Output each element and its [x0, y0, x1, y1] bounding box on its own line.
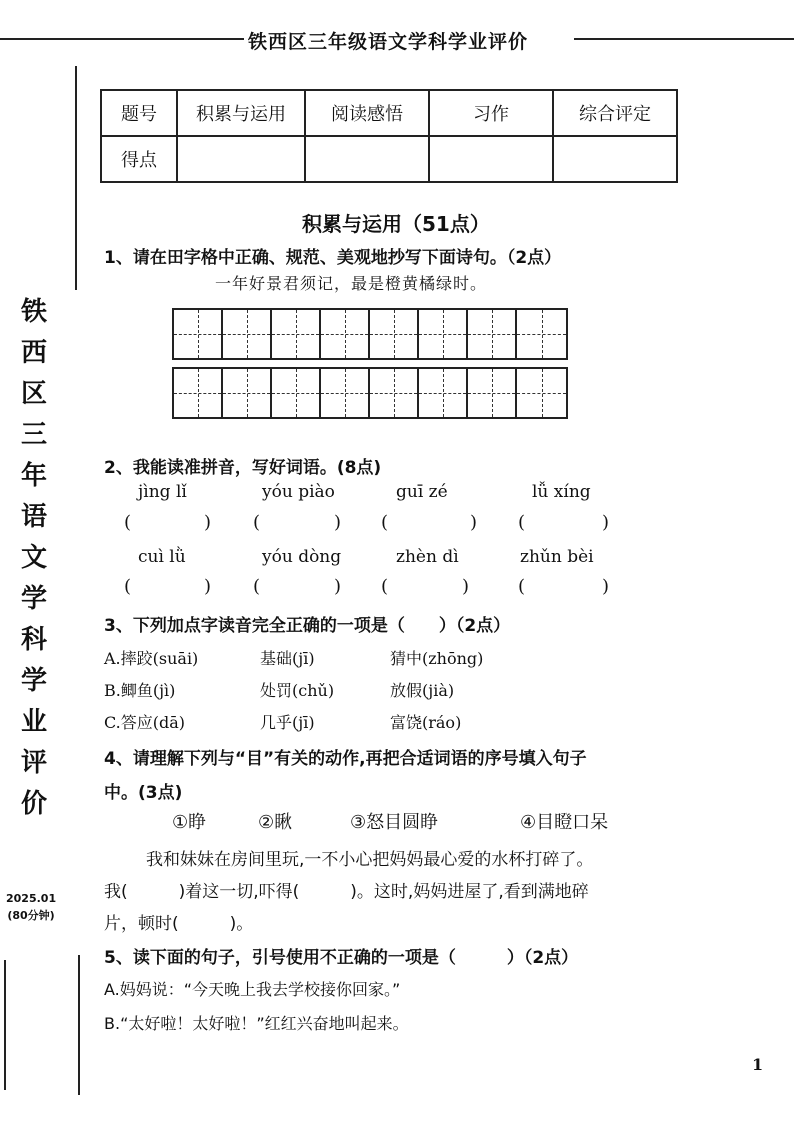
side-char: 语 [20, 502, 47, 532]
q3-option: 处罚(chǔ) [260, 681, 335, 700]
blank-open: ( [253, 576, 261, 597]
q1-poem: 一年好景君须记，最是橙黄橘绿时。 [215, 274, 488, 293]
blank-close: ) [204, 576, 212, 597]
q3-option: 几乎(jī) [260, 713, 315, 732]
q4-choice: ②瞅 [258, 812, 293, 833]
grid-cell[interactable] [419, 310, 468, 358]
grid-cell[interactable] [468, 310, 517, 358]
blank-open: ( [381, 512, 389, 533]
blank-close: ) [334, 512, 342, 533]
pinyin: yóu piào [262, 482, 335, 502]
grid-cell[interactable] [370, 369, 419, 417]
pinyin: guī zé [396, 482, 448, 502]
grid-cell[interactable] [370, 310, 419, 358]
grid-cell[interactable] [174, 310, 223, 358]
q4-prompt-line2: 中。(3点) [104, 783, 183, 803]
blank-open: ( [518, 576, 526, 597]
side-char: 价 [20, 789, 47, 819]
side-char: 文 [20, 543, 47, 573]
grid-cell[interactable] [517, 310, 566, 358]
q4-choice: ④目瞪口呆 [520, 812, 609, 833]
pinyin: cuì lǜ [138, 547, 186, 567]
q3-option: B.鲫鱼(jì) [104, 681, 176, 700]
row-header-question: 题号 [101, 90, 177, 136]
blank-close: ) [602, 576, 610, 597]
side-char: 西 [20, 338, 47, 368]
section-title: 积累与运用（51点） [302, 212, 490, 236]
grid-cell[interactable] [223, 310, 272, 358]
exam-date-value: 2025.01 [6, 892, 57, 905]
blank-close: ) [470, 512, 478, 533]
q4-choice: ③怒目圆睁 [350, 812, 439, 833]
exam-date [6, 890, 56, 924]
score-table [100, 89, 678, 183]
margin-line-outer [4, 960, 6, 1090]
side-char: 学 [20, 666, 47, 696]
q3-option: 富饶(ráo) [390, 713, 462, 732]
blank-close: ) [204, 512, 212, 533]
q5-option-a: A.妈妈说：“今天晚上我去学校接你回家。” [104, 980, 401, 999]
writing-grid-row-2[interactable] [172, 367, 568, 419]
writing-grid-row-1[interactable] [172, 308, 568, 360]
q3-option: C.答应(dā) [104, 713, 186, 732]
col-overall: 综合评定 [553, 90, 677, 136]
page-number: 1 [752, 1055, 764, 1074]
q3-option: A.摔跤(suāi) [104, 649, 199, 668]
col-reading: 阅读感悟 [305, 90, 429, 136]
q4-sentence-line2: 我( )着这一切,吓得( )。这时,妈妈进屋了,看到满地碎 [104, 882, 589, 902]
q2-prompt: 2、我能读准拼音，写好词语。(8点) [104, 458, 382, 478]
q4-choice: ①睁 [172, 812, 207, 833]
blank-open: ( [381, 576, 389, 597]
margin-line-bottom [78, 955, 80, 1095]
col-accumulation: 积累与运用 [177, 90, 305, 136]
side-char: 年 [20, 461, 47, 491]
grid-cell[interactable] [272, 310, 321, 358]
grid-cell[interactable] [419, 369, 468, 417]
q1-prompt: 1、请在田字格中正确、规范、美观地抄写下面诗句。（2点） [104, 248, 562, 268]
margin-line-top [75, 66, 77, 290]
q4-sentence-line3: 片，顿时( )。 [104, 914, 254, 934]
score-cell[interactable] [429, 136, 553, 182]
blank-close: ) [602, 512, 610, 533]
grid-cell[interactable] [272, 369, 321, 417]
q5-prompt: 5、读下面的句子，引号使用不正确的一项是（ ）（2点） [104, 948, 579, 968]
side-char: 三 [20, 420, 47, 450]
q4-sentence-line1: 我和妹妹在房间里玩,一不小心把妈妈最心爱的水杯打碎了。 [146, 850, 594, 870]
blank-close: ) [334, 576, 342, 597]
side-char: 区 [20, 379, 47, 409]
header-rule-left [0, 38, 244, 40]
q3-prompt: 3、下列加点字读音完全正确的一项是（ ）（2点） [104, 616, 511, 636]
q5-option-b: B.“太好啦！太好啦！”红红兴奋地叫起来。 [104, 1014, 409, 1033]
pinyin: zhǔn bèi [520, 547, 594, 567]
q3-option: 基础(jī) [260, 649, 315, 668]
score-cell[interactable] [305, 136, 429, 182]
q3-option: 放假(jià) [390, 681, 455, 700]
row-header-score: 得点 [101, 136, 177, 182]
grid-cell[interactable] [517, 369, 566, 417]
grid-cell[interactable] [174, 369, 223, 417]
side-title [20, 292, 48, 825]
pinyin: yóu dòng [262, 547, 342, 567]
side-char: 评 [20, 748, 47, 778]
grid-cell[interactable] [468, 369, 517, 417]
pinyin: lǚ xíng [532, 482, 591, 502]
side-char: 业 [20, 707, 47, 737]
grid-cell[interactable] [223, 369, 272, 417]
exam-duration: (80分钟) [7, 909, 55, 922]
blank-open: ( [253, 512, 261, 533]
side-char: 学 [20, 584, 47, 614]
side-char: 科 [20, 625, 47, 655]
grid-cell[interactable] [321, 310, 370, 358]
page-title: 铁西区三年级语文学科学业评价 [248, 31, 529, 53]
score-cell[interactable] [177, 136, 305, 182]
blank-open: ( [124, 512, 132, 533]
pinyin: zhèn dì [396, 547, 459, 567]
q4-prompt-line1: 4、请理解下列与“目”有关的动作,再把合适词语的序号填入句子 [104, 749, 587, 769]
score-cell[interactable] [553, 136, 677, 182]
grid-cell[interactable] [321, 369, 370, 417]
q3-option: 猜中(zhōng) [390, 649, 484, 668]
pinyin: jìng lǐ [138, 482, 187, 502]
blank-open: ( [124, 576, 132, 597]
col-writing: 习作 [429, 90, 553, 136]
blank-open: ( [518, 512, 526, 533]
side-char: 铁 [20, 297, 47, 327]
blank-close: ) [462, 576, 470, 597]
header-rule-right [574, 38, 794, 40]
